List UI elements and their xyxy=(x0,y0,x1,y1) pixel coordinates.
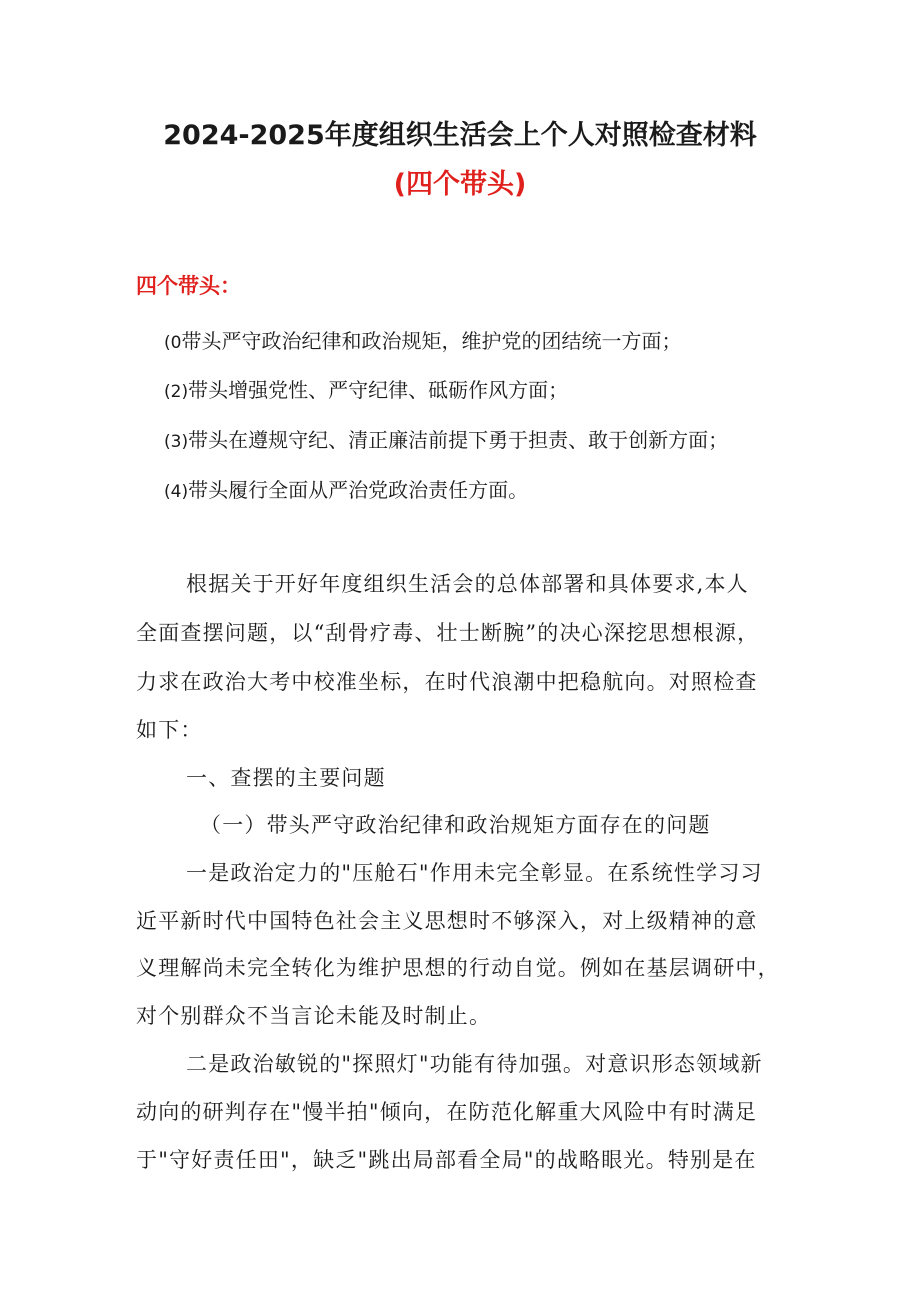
body-line: 力求在政治大考中校准坐标，在时代浪潮中把稳航向。对照检查 xyxy=(136,670,758,694)
item-number: (4) xyxy=(164,482,189,502)
four-heads-item xyxy=(164,474,528,503)
item-text: 带头履行全面从严治党政治责任方面。 xyxy=(188,478,529,502)
body-line: 一是政治定力的"压舱石"作用未完全彰显。在系统性学习习 xyxy=(186,861,763,885)
body-line: 义理解尚未完全转化为维护思想的行动自觉。例如在基层调研中， xyxy=(136,956,780,980)
body-line: 动向的研判存在"慢半拍"倾向，在防范化解重大风险中有时满足 xyxy=(136,1100,758,1124)
four-heads-heading: 四个带头： xyxy=(136,274,241,298)
four-heads-item xyxy=(164,325,681,354)
document-subtitle: (四个带头) xyxy=(393,169,527,200)
body-line: 对个别群众不当言论未能及时制止。 xyxy=(136,1004,492,1028)
body-line: 全面查摆问题，以“刮骨疗毒、壮士断腕”的决心深挖思想根源， xyxy=(136,621,760,645)
item-text: 带头严守政治纪律和政治规矩，维护党的团结统一方面； xyxy=(181,329,682,353)
section-heading: 一、查摆的主要问题 xyxy=(186,766,386,790)
item-number: (3) xyxy=(164,432,189,452)
item-text: 带头增强党性、严守纪律、砥砺作风方面； xyxy=(188,378,569,402)
four-heads-item xyxy=(164,424,728,453)
body-line: 二是政治敏锐的"探照灯"功能有待加强。对意识形态领域新 xyxy=(186,1052,763,1076)
document-title: 2024-2025年度组织生活会上个人对照检查材料 xyxy=(163,120,757,151)
body-line: 如下： xyxy=(136,718,203,742)
body-line: 近平新时代中国特色社会主义思想时不够深入，对上级精神的意 xyxy=(136,909,758,933)
item-number: (2) xyxy=(164,382,189,402)
item-number: (0 xyxy=(164,333,182,353)
body-line: 于"守好责任田"，缺乏"跳出局部看全局"的战略眼光。特别是在 xyxy=(136,1148,757,1172)
subsection-heading: （一）带头严守政治纪律和政治规矩方面存在的问题 xyxy=(200,813,711,837)
item-text: 带头在遵规守纪、清正廉洁前提下勇于担责、敢于创新方面； xyxy=(188,428,729,452)
four-heads-item xyxy=(164,374,568,403)
body-line: 根据关于开好年度组织生活会的总体部署和具体要求,本人 xyxy=(186,572,749,596)
